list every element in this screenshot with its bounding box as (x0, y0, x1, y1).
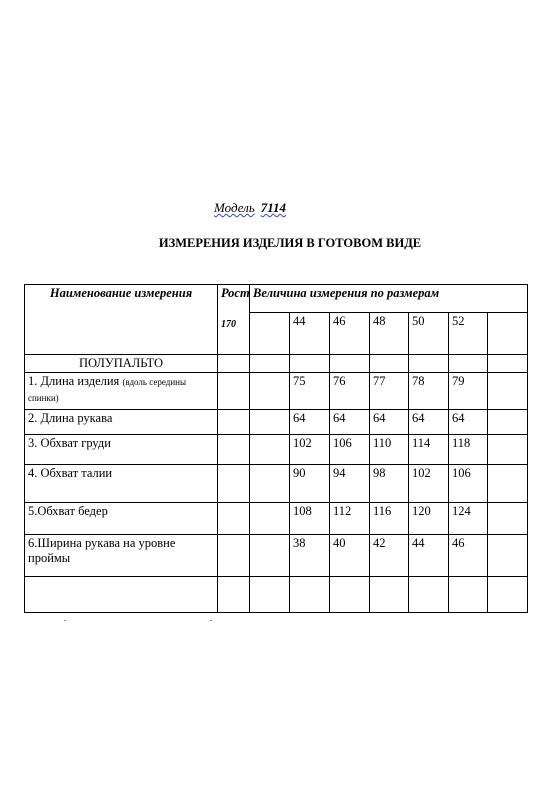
value-cell: 64 (330, 410, 370, 435)
table-header-row (25, 285, 528, 313)
size-cell: 50 (409, 313, 449, 355)
value-cell: 64 (290, 410, 330, 435)
size-empty-cell (488, 313, 528, 355)
empty-cell (370, 355, 409, 373)
empty-cell (25, 577, 218, 613)
empty-row (25, 577, 528, 613)
value-cell: 38 (290, 535, 330, 577)
empty-cell (250, 410, 290, 435)
header-measurement-name: Наименование измерения (25, 285, 218, 355)
empty-cell (409, 577, 449, 613)
row-label: 3. Обхват груди (25, 435, 218, 465)
table-row (25, 435, 528, 465)
empty-cell (409, 355, 449, 373)
empty-cell (488, 410, 528, 435)
empty-cell (218, 373, 250, 410)
empty-cell (449, 577, 488, 613)
size-cell: 44 (290, 313, 330, 355)
value-cell: 46 (449, 535, 488, 577)
empty-cell (488, 465, 528, 503)
value-cell: 102 (409, 465, 449, 503)
value-cell: 110 (370, 435, 409, 465)
empty-cell (488, 535, 528, 577)
header-height (218, 285, 250, 355)
row-label: 2. Длина рукава (25, 410, 218, 435)
value-cell: 42 (370, 535, 409, 577)
value-cell: 106 (449, 465, 488, 503)
empty-cell (218, 535, 250, 577)
value-cell: 78 (409, 373, 449, 410)
empty-cell (488, 577, 528, 613)
size-cell: 52 (449, 313, 488, 355)
empty-cell (488, 355, 528, 373)
row-label: 6.Ширина рукава на уровне проймы (25, 535, 218, 577)
height-value: 170 (221, 319, 236, 330)
size-cell: 48 (370, 313, 409, 355)
value-cell: 120 (409, 503, 449, 535)
header-height-label: Рост (221, 286, 250, 300)
value-cell: 64 (449, 410, 488, 435)
empty-cell (218, 577, 250, 613)
value-cell: 106 (330, 435, 370, 465)
value-cell: 116 (370, 503, 409, 535)
value-cell: 77 (370, 373, 409, 410)
measurement-table (24, 284, 528, 613)
size-cell: 46 (330, 313, 370, 355)
empty-cell (218, 355, 250, 373)
empty-cell (330, 577, 370, 613)
empty-cell (290, 577, 330, 613)
model-number: 7114 (260, 200, 287, 215)
section-title: ПОЛУПАЛЬТО (25, 355, 218, 373)
size-empty-cell (250, 313, 290, 355)
empty-cell (250, 435, 290, 465)
value-cell: 79 (449, 373, 488, 410)
value-cell: 40 (330, 535, 370, 577)
empty-cell (218, 410, 250, 435)
value-cell: 98 (370, 465, 409, 503)
empty-cell (290, 355, 330, 373)
empty-cell (449, 355, 488, 373)
value-cell: 76 (330, 373, 370, 410)
header-sizes: Величина измерения по размерам (250, 285, 528, 313)
value-cell: 75 (290, 373, 330, 410)
value-cell: 112 (330, 503, 370, 535)
value-cell: 118 (449, 435, 488, 465)
empty-cell (218, 435, 250, 465)
value-cell: 64 (409, 410, 449, 435)
section-row (25, 355, 528, 373)
empty-cell (250, 465, 290, 503)
row-label: 4. Обхват талии (25, 465, 218, 503)
table-row (25, 373, 528, 410)
row-label: 5.Обхват бедер (25, 503, 218, 535)
model-line (214, 200, 286, 216)
empty-cell (488, 435, 528, 465)
value-cell: 64 (370, 410, 409, 435)
empty-cell (250, 355, 290, 373)
value-cell: 108 (290, 503, 330, 535)
model-label: Модель (214, 200, 255, 215)
document-title (0, 236, 540, 251)
empty-cell (250, 535, 290, 577)
table-row (25, 465, 528, 503)
empty-cell (218, 465, 250, 503)
value-cell: 44 (409, 535, 449, 577)
value-cell: 124 (449, 503, 488, 535)
value-cell: 114 (409, 435, 449, 465)
empty-cell (330, 355, 370, 373)
page-artifact-marks (60, 620, 220, 624)
table-row (25, 535, 528, 577)
row-label (25, 373, 218, 410)
document-title-text: ИЗМЕРЕНИЯ ИЗДЕЛИЯ В ГОТОВОМ ВИДЕ (158, 236, 422, 250)
table-row (25, 503, 528, 535)
empty-cell (250, 373, 290, 410)
table-row (25, 410, 528, 435)
empty-cell (488, 503, 528, 535)
value-cell: 94 (330, 465, 370, 503)
row-label-text: 1. Длина изделия (28, 374, 120, 388)
empty-cell (488, 373, 528, 410)
empty-cell (218, 503, 250, 535)
row-label-note: (вдоль середины спинки) (28, 377, 186, 403)
empty-cell (250, 503, 290, 535)
value-cell: 102 (290, 435, 330, 465)
value-cell: 90 (290, 465, 330, 503)
empty-cell (370, 577, 409, 613)
empty-cell (250, 577, 290, 613)
